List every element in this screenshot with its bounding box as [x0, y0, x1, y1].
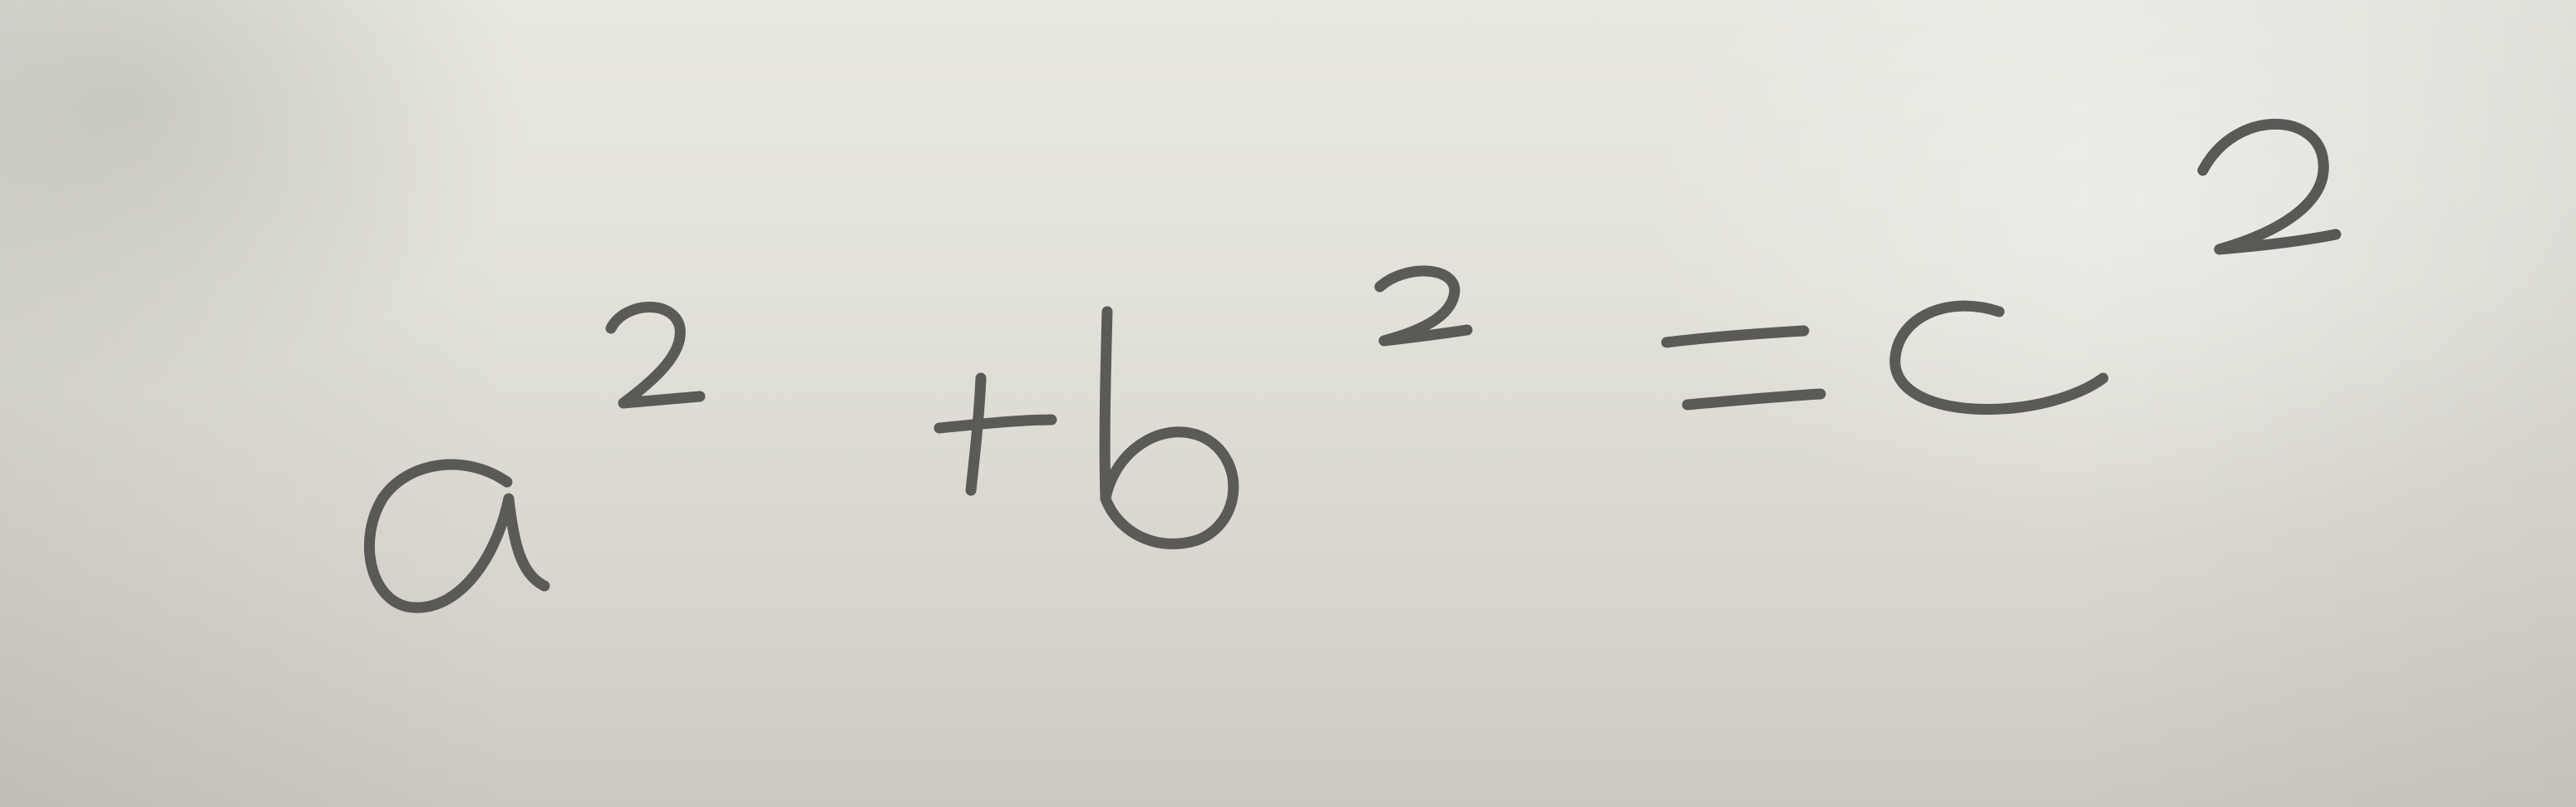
equation-text: [0, 0, 1, 1]
exponent-2-c: [2203, 124, 2336, 249]
term-b: [1105, 271, 1467, 544]
exponent-2-b: [1380, 271, 1467, 341]
letter-b: [1105, 312, 1234, 544]
plus-sign: [939, 378, 1052, 490]
equals-sign: [1667, 331, 1820, 405]
exponent-2-a: [611, 307, 700, 403]
letter-c: [1895, 306, 2103, 409]
term-c: [1895, 124, 2336, 409]
letter-a: [369, 465, 544, 608]
term-a: [369, 307, 700, 608]
